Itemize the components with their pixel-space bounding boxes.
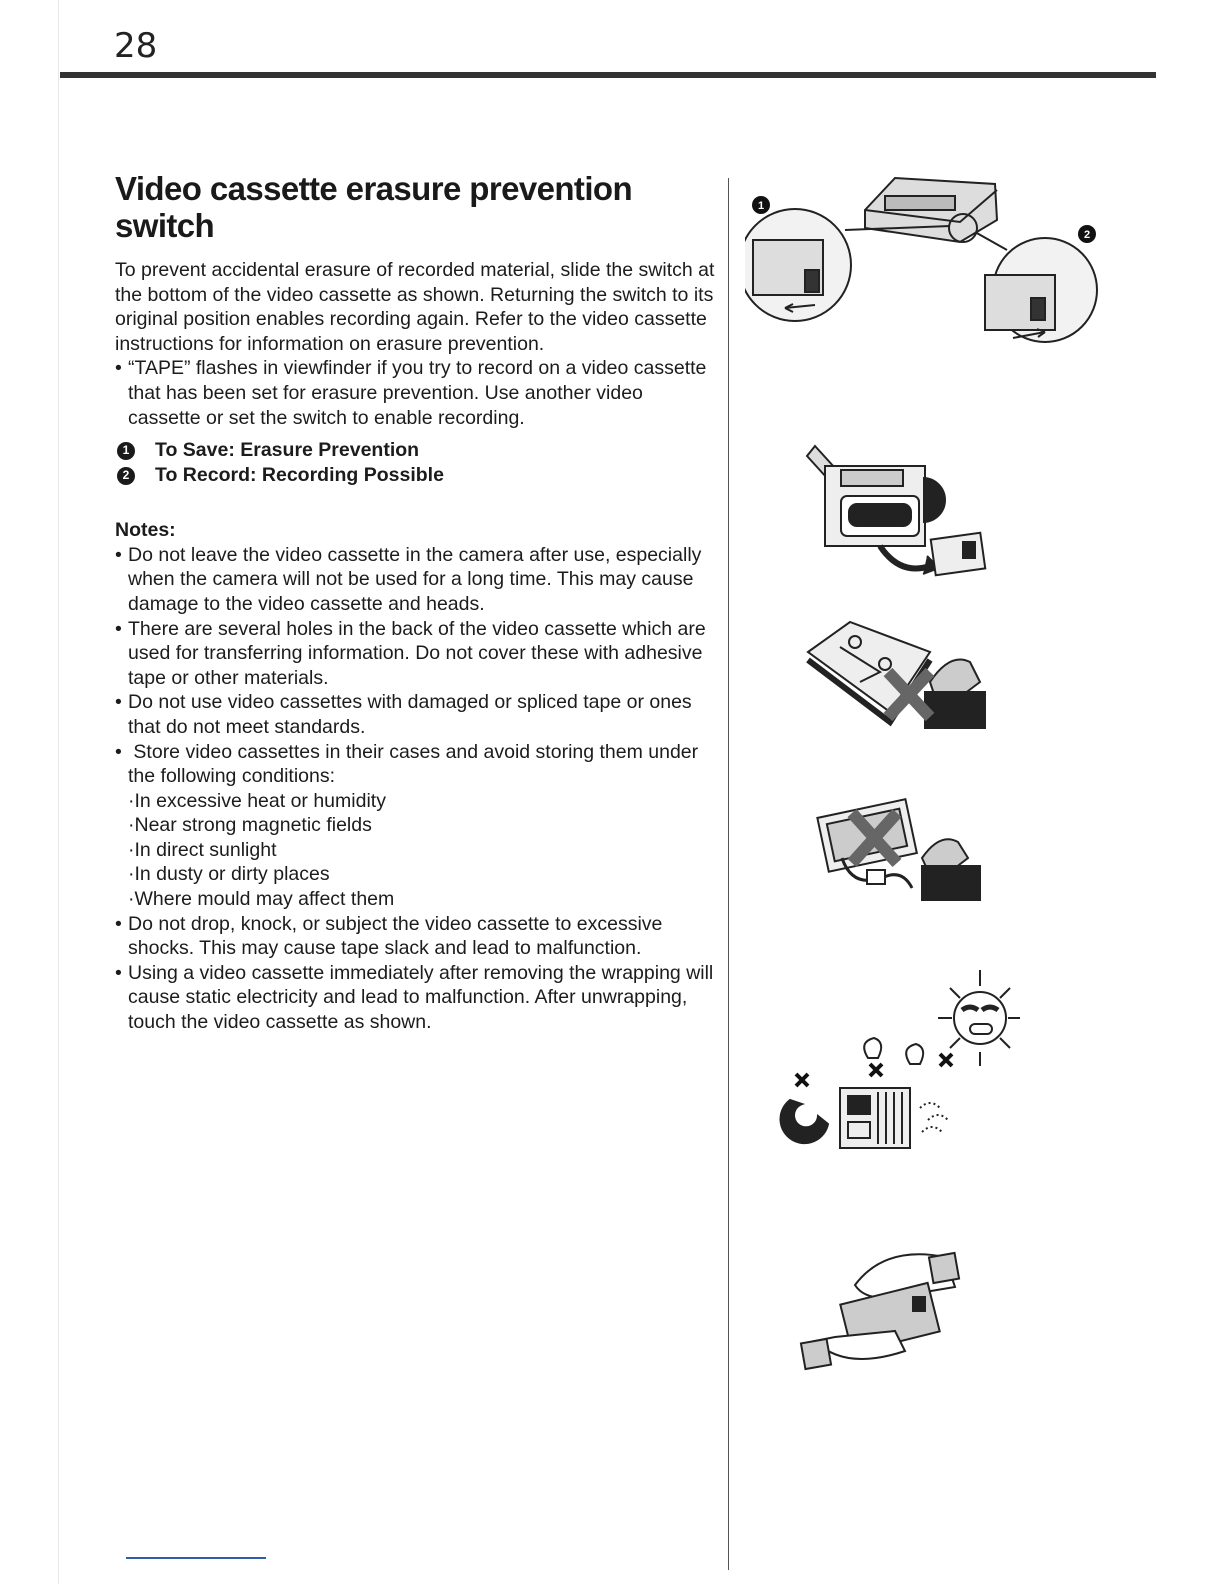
page-number: 28 [114, 26, 158, 66]
figure-callout-1: 1 [757, 200, 765, 212]
label-record [115, 463, 715, 488]
tape-note-list [115, 356, 715, 430]
storage-conditions-list [115, 789, 715, 912]
figure-callout-2: 2 [1083, 229, 1091, 241]
label-save [115, 438, 715, 463]
notes-list [115, 543, 715, 789]
remove-cassette-illustration [805, 438, 995, 588]
note-item: • Using a video cassette immediately after removing the wrapping will cause static electricity and lead to malfunction. After unwrapping, touch the video cassette as shown. [115, 961, 715, 1035]
note-item: • There are several holes in the back of the video cassette which are used for transferring information. Do not cover these with adhesive tape or other materials. [115, 617, 715, 691]
main-text-column [115, 170, 715, 1035]
callout-2-icon: 2 [117, 467, 135, 485]
condition-item: · In dusty or dirty places [128, 862, 715, 887]
note-item: • Do not leave the video cassette in the camera after use, especially when the camera will not be used for a long time. This may cause damage to the video cassette and heads. [115, 543, 715, 617]
label-save-text: To Save: Erasure Prevention [155, 439, 420, 462]
condition-item: · Near strong magnetic fields [128, 813, 715, 838]
damaged-tape-illustration [812, 788, 992, 908]
notes-list-continued [115, 912, 715, 1035]
note-item: • Do not drop, knock, or subject the video cassette to excessive shocks. This may cause tape slack and lead to malfunction. [115, 912, 715, 961]
section-title: Video cassette erasure prevention switch [115, 170, 632, 244]
note-item [115, 740, 715, 789]
intro-paragraph: To prevent accidental erasure of recorded material, slide the switch at the bottom of the video cassette as shown. Returning the switch to its original position enables recording again. Refer to the video cassette instructions for information on erasure prevention. [115, 259, 715, 355]
notes-heading: Notes: [115, 519, 176, 542]
switch-labels [115, 438, 715, 488]
label-record-text: To Record: Recording Possible [155, 464, 444, 487]
condition-item: · Where mould may affect them [128, 887, 715, 912]
no-tape-on-holes-illustration [800, 612, 995, 742]
callout-1-icon: 1 [117, 442, 135, 460]
column-divider [728, 178, 729, 1570]
condition-item: · In excessive heat or humidity [128, 789, 715, 814]
cassette-switch-illustration [745, 170, 1110, 355]
page-edge-line [58, 0, 59, 1584]
storage-hazards-illustration [770, 960, 1020, 1160]
tape-note: • “TAPE” flashes in viewfinder if you try to record on a video cassette that has been set for erasure prevention. Use another video cassette or set the switch to enable recording. [115, 356, 715, 430]
header-rule [60, 72, 1156, 78]
footer-line [126, 1557, 266, 1559]
condition-item: · In direct sunlight [128, 838, 715, 863]
note-item-text: Store video cassettes in their cases and avoid storing them under the following conditions: [128, 740, 699, 788]
note-item: • Do not use video cassettes with damaged or spliced tape or ones that do not meet standards. [115, 690, 715, 739]
touch-cassette-illustration [795, 1245, 975, 1380]
